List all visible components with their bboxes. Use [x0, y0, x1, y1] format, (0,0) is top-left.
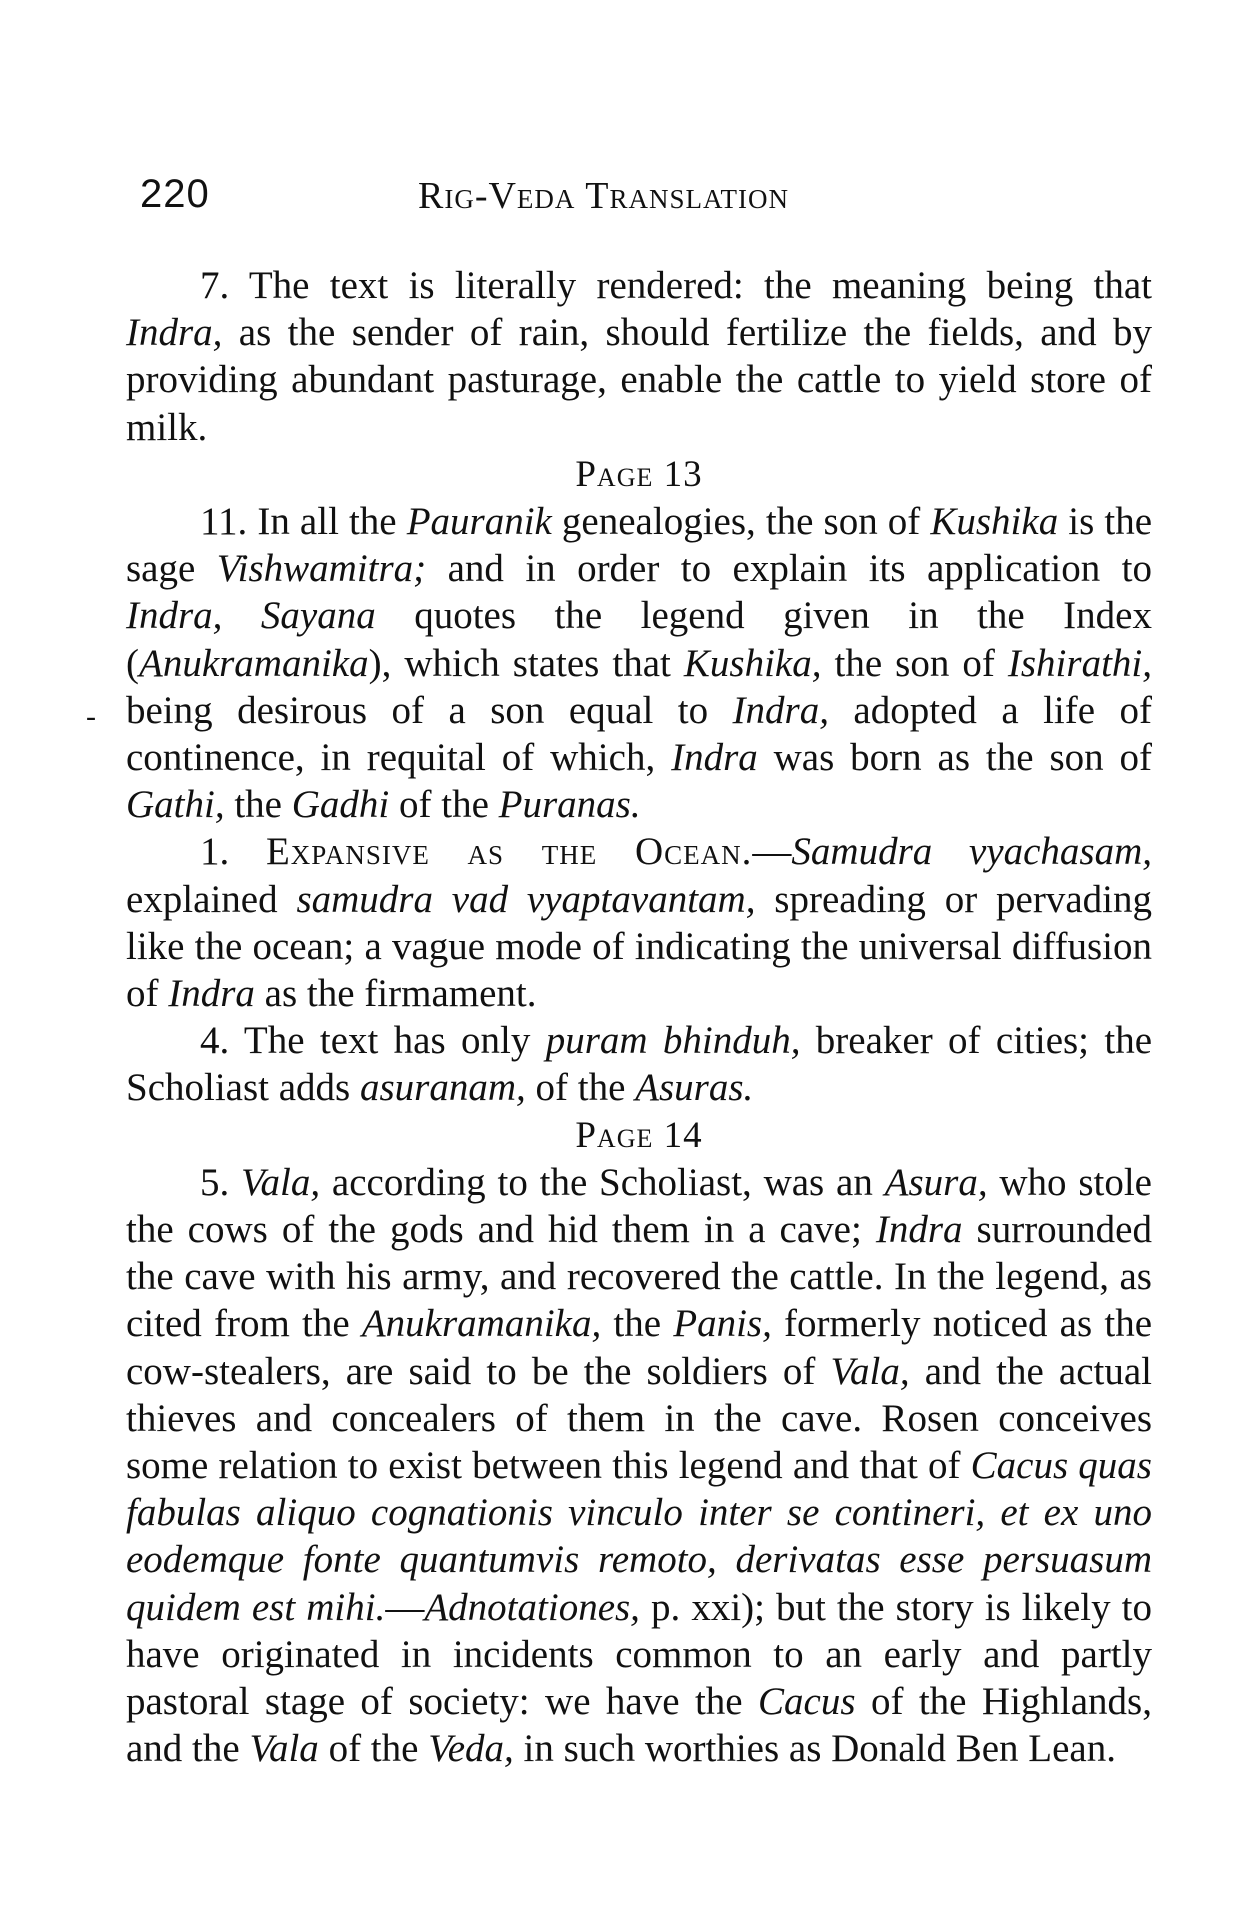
text-run: spreading or pervading like the ocean; a vague mode of indicating the universal diffusion of [126, 877, 1152, 1016]
text-run: surrounded the cave with his army, and recovered the cattle. In the legend, as cited from the [126, 1208, 1152, 1346]
section-heading: Page 13 [575, 453, 703, 495]
italic-term: Asura, [884, 1160, 988, 1204]
text-run: 7. The text is literally rendered: the meaning being that [200, 264, 1152, 307]
note-paragraph [126, 262, 1152, 451]
text-run: of the Highlands, and the [126, 1680, 1152, 1771]
italic-term: Cacus quas fabulas aliquo cognationis vinculo inter se contineri, et ex uno eodemque fonte quantumvis remoto, derivatas esse persuasum quidem est mihi. [126, 1444, 1152, 1629]
italic-term: Gathi, [126, 783, 225, 827]
text-run: is the sage [126, 500, 1152, 591]
text-run: of the [389, 783, 499, 827]
italic-term: Vishwamitra; [216, 547, 427, 591]
italic-term: Pauranik [406, 500, 552, 544]
running-title: Rig-Veda Translation [418, 175, 789, 217]
text-run: 4. The text has only [200, 1019, 546, 1063]
text-run: and in order to explain its application to [426, 547, 1152, 591]
text-run: ), which states that [368, 641, 684, 685]
page-number: 220 [140, 172, 210, 216]
italic-term: Indra [168, 972, 255, 1016]
italic-term: puram bhinduh, [545, 1019, 801, 1063]
text-run: in such worthies as Donald Ben Lean. [513, 1727, 1116, 1771]
text-run: as the firmament. [254, 972, 537, 1016]
italic-term: Asuras. [635, 1066, 754, 1110]
italic-term: Adnotationes, [424, 1585, 640, 1629]
text-run: the [601, 1302, 674, 1346]
italic-term: Cacus [758, 1680, 856, 1724]
italic-term: Indra, [126, 311, 223, 355]
text-run: — [752, 830, 792, 874]
italic-term: Vala, [241, 1160, 321, 1204]
text-run: the son of [821, 641, 1008, 685]
italic-term: Kushika [930, 500, 1059, 544]
text-run: 1. [200, 830, 266, 874]
text-run: explained [126, 877, 297, 921]
italic-term: samudra vad vyaptavantam, [296, 877, 756, 921]
text-run: as the sender of rain, should fertilize the fields, and by providing abundant pasturage, enable the cattle to yield store of milk. [126, 311, 1152, 449]
italic-term: asuranam, [359, 1066, 526, 1110]
margin-mark: - [86, 700, 96, 733]
italic-term: Indra, Sayana [126, 594, 376, 638]
italic-term: Ishirathi, [1007, 641, 1152, 685]
text-run: breaker of cities; the Scholiast adds [126, 1019, 1153, 1110]
italic-term: Indra [671, 736, 758, 780]
italic-term: Anukramanika [139, 641, 369, 685]
text-run: p. xxi); but the story is likely to have originated in incidents common to an early and partly pastoral stage of society: we have the [126, 1585, 1153, 1724]
text-run: adopted a life of continence, in requital of which, [126, 688, 1152, 780]
text-run: the [224, 783, 292, 827]
italic-term: Indra [875, 1208, 963, 1252]
note-paragraph [126, 1017, 1152, 1111]
italic-term: Indra, [732, 688, 829, 732]
italic-term: Veda, [428, 1727, 514, 1771]
text-run: — [385, 1585, 425, 1629]
text-run: being desirous of a son equal to [126, 688, 733, 732]
text-run: who stole the cows of the gods and hid them in a cave; [126, 1160, 1152, 1252]
page-header [140, 172, 1156, 232]
text-run: of the [525, 1066, 636, 1110]
text-run: genealogies, the son of [551, 500, 931, 544]
notes-body [126, 262, 1152, 1773]
small-caps-term: Expansive as the Ocean. [265, 830, 753, 874]
note-paragraph [126, 1159, 1152, 1773]
italic-term: Vala, [830, 1349, 910, 1393]
text-run: of the [318, 1727, 429, 1771]
text-run: was born as the son of [757, 736, 1152, 780]
text-run: and the actual thieves and concealers of them in the cave. Rosen conceives some relation to exist between this legend and that of [126, 1349, 1152, 1488]
note-paragraph [126, 828, 1152, 1017]
italic-term: Samudra vyachasam, [791, 830, 1152, 874]
italic-term: Vala [249, 1727, 319, 1771]
text-run: formerly noticed as the cow-stealers, are said to be the soldiers of [126, 1302, 1153, 1393]
text-run: according to the Scholiast, was an [320, 1160, 885, 1204]
text-run: quotes the legend given in the Index ( [126, 594, 1152, 685]
italic-term: Puranas. [498, 783, 641, 827]
italic-term: Anukramanika, [361, 1302, 602, 1346]
note-paragraph [126, 498, 1152, 828]
italic-term: Gadhi [291, 783, 390, 827]
section-heading: Page 14 [575, 1114, 703, 1156]
text-run: 11. In all the [200, 500, 407, 544]
italic-term: Panis, [673, 1302, 772, 1346]
text-run: 5. [200, 1160, 242, 1204]
italic-term: Kushika, [683, 641, 822, 685]
